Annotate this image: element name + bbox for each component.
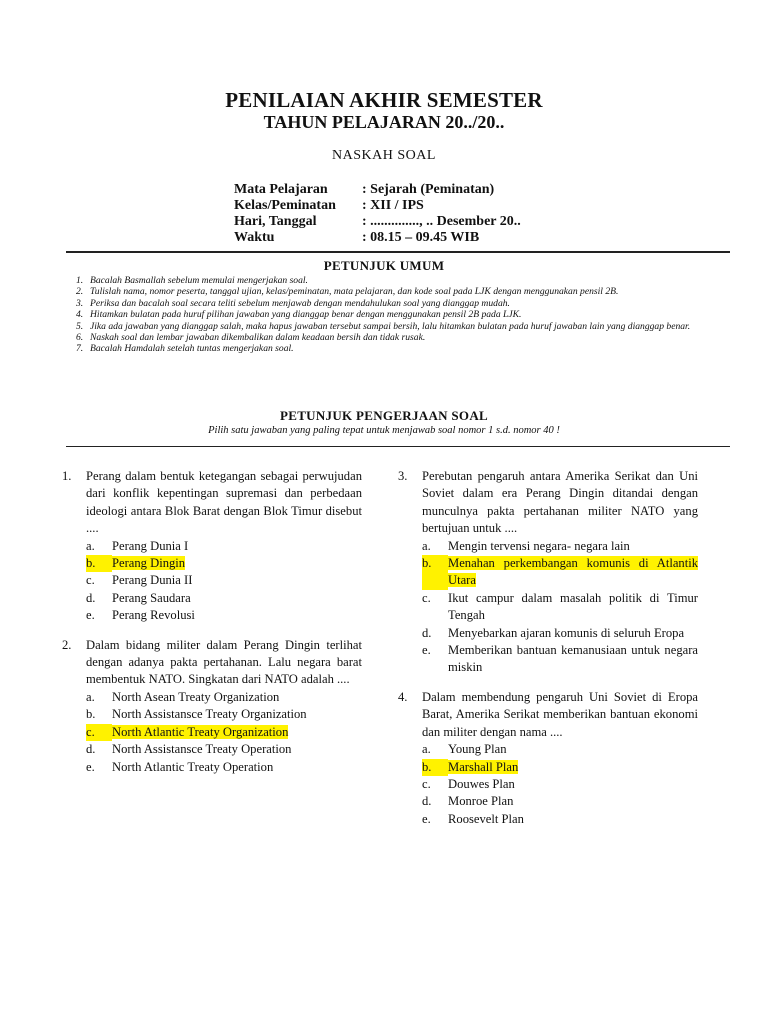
- option-label: North Asean Treaty Organization: [112, 689, 280, 704]
- option-label: Perang Dunia II: [112, 573, 193, 588]
- question-number: 1.: [62, 469, 72, 483]
- option-letter: e.: [422, 643, 431, 658]
- meta-key: Mata Pelajaran: [234, 182, 328, 197]
- option-letter: c.: [422, 590, 431, 605]
- option-text-highlighted: [112, 724, 362, 741]
- option-label: North Assistansce Treaty Organization: [112, 707, 307, 722]
- option-letter: b.: [86, 707, 96, 722]
- option-letter: a.: [86, 689, 95, 704]
- meta-row-class: [234, 198, 521, 214]
- meta-row-subject: [234, 182, 521, 198]
- instruction-text: Hitamkan bulatan pada huruf pilihan jawaban yang dianggap benar dengan menggunakan pensil 2B pada LJK.: [90, 309, 522, 321]
- option-letter: a.: [86, 538, 95, 553]
- option-text: [112, 538, 362, 555]
- meta-key: Waktu: [234, 230, 275, 245]
- petunjuk-pengerjaan-subtitle: Pilih satu jawaban yang paling tepat untuk menjawab soal nomor 1 s.d. nomor 40 !: [208, 425, 560, 436]
- answer-option: [422, 811, 698, 828]
- meta-key: Hari, Tanggal: [234, 214, 317, 229]
- option-label: Perang Dunia I: [112, 538, 189, 553]
- instruction-number: 2.: [76, 286, 84, 298]
- instruction-item: [76, 332, 716, 343]
- answer-option: [422, 776, 698, 793]
- answer-option: [86, 572, 362, 589]
- answer-option: [86, 689, 362, 706]
- answer-option: [422, 538, 698, 555]
- answer-option: [422, 741, 698, 758]
- answer-option: [422, 759, 698, 776]
- doc-type: NASKAH SOAL: [332, 148, 436, 163]
- option-text: [448, 538, 698, 555]
- instruction-item: [76, 286, 716, 297]
- option-letter: e.: [86, 759, 95, 774]
- questions-right-column: [398, 468, 698, 840]
- option-label: Perang Revolusi: [112, 608, 195, 623]
- option-text: [112, 572, 362, 589]
- option-text: [112, 590, 362, 607]
- question-stem: Perebutan pengaruh antara Amerika Serikat dan Uni Soviet dalam era Perang Dingin ditandai dengan munculnya pakta pertahanan militer NATO yang bertujuan untuk ....: [422, 469, 698, 536]
- petunjuk-umum-list: [76, 275, 716, 355]
- exam-meta: [234, 182, 521, 246]
- answer-option: [422, 590, 698, 625]
- answer-option: [86, 724, 362, 741]
- instruction-item: [76, 309, 716, 320]
- option-text: [112, 607, 362, 624]
- option-text-highlighted: [112, 555, 362, 572]
- option-text: [448, 811, 698, 828]
- answer-option: [86, 590, 362, 607]
- answer-option: [86, 538, 362, 555]
- question-item: [62, 637, 362, 776]
- option-letter: c.: [86, 573, 95, 588]
- option-label: Marshall Plan: [448, 759, 519, 774]
- question-stem: Perang dalam bentuk ketegangan sebagai perwujudan dari konflik kepentingan supremasi dan perbedaan ideologi antara Blok Barat dengan Blok Timur disebut ....: [86, 469, 362, 536]
- instruction-number: 1.: [76, 275, 84, 286]
- option-label: North Atlantic Treaty Operation: [112, 759, 274, 774]
- meta-value: : Sejarah (Peminatan): [362, 182, 495, 197]
- answer-option: [422, 555, 698, 590]
- instruction-item: [76, 275, 716, 286]
- question-body: [86, 637, 362, 776]
- option-label: Young Plan: [448, 742, 507, 757]
- instruction-text: Tulislah nama, nomor peserta, tanggal ujian, kelas/peminatan, mata pelajaran, dan kode soal pada LJK dengan menggunakan pensil 2B.: [90, 286, 619, 298]
- answer-option: [422, 793, 698, 810]
- option-label: Perang Dingin: [112, 556, 186, 571]
- option-text: [448, 642, 698, 677]
- option-label: Ikut campur dalam masalah politik di Timur Tengah: [448, 590, 698, 623]
- instruction-item: [76, 343, 716, 354]
- question-item: [398, 689, 698, 828]
- instruction-number: 3.: [76, 297, 84, 309]
- answer-option: [422, 625, 698, 642]
- option-letter: b.: [422, 555, 448, 590]
- instruction-text: Periksa dan bacalah soal secara teliti sebelum menjawab dengan mendahulukan soal yang dianggap mudah.: [90, 297, 510, 309]
- meta-value: : XII / IPS: [362, 198, 424, 213]
- instruction-number: 6.: [76, 332, 84, 344]
- answer-options: [86, 538, 362, 625]
- question-body: [422, 689, 698, 828]
- option-letter: c.: [86, 724, 112, 741]
- option-text: [448, 776, 698, 793]
- answer-options: [422, 538, 698, 677]
- option-letter: d.: [86, 590, 96, 605]
- option-label: Douwes Plan: [448, 776, 515, 791]
- option-label: Menyebarkan ajaran komunis di seluruh Eropa: [448, 625, 685, 640]
- petunjuk-pengerjaan-title: PETUNJUK PENGERJAAN SOAL: [280, 408, 488, 423]
- instruction-number: 4.: [76, 309, 84, 321]
- question-number: 2.: [62, 637, 72, 652]
- option-label: Perang Saudara: [112, 590, 191, 605]
- option-text: [112, 759, 362, 776]
- answer-option: [86, 706, 362, 723]
- question-number: 4.: [398, 689, 408, 704]
- option-text: [112, 741, 362, 758]
- meta-row-time: [234, 230, 521, 246]
- answer-option: [86, 741, 362, 758]
- exam-title: PENILAIAN AKHIR SEMESTER: [225, 88, 543, 112]
- meta-row-date: [234, 214, 521, 230]
- option-letter: b.: [86, 555, 112, 572]
- option-text: [448, 741, 698, 758]
- academic-year: TAHUN PELAJARAN 20../20..: [263, 112, 505, 132]
- instruction-text: Jika ada jawaban yang dianggap salah, maka hapus jawaban tersebut sampai bersih, lalu hitamkan bulatan pada huruf jawaban lain yang dianggap benar.: [90, 320, 691, 332]
- option-text: [112, 689, 362, 706]
- option-text: [112, 706, 362, 723]
- option-letter: e.: [86, 608, 95, 623]
- option-letter: d.: [422, 625, 432, 640]
- answer-option: [86, 607, 362, 624]
- instruction-text: Naskah soal dan lembar jawaban dikembalikan dalam keadaan bersih dan tidak rusak.: [90, 332, 426, 344]
- option-label: Menahan perkembangan komunis di Atlantik Utara: [448, 556, 698, 588]
- option-label: North Assistansce Treaty Operation: [112, 742, 292, 757]
- petunjuk-umum-title: PETUNJUK UMUM: [323, 258, 445, 273]
- answer-option: [422, 642, 698, 677]
- instruction-number: 7.: [76, 343, 84, 355]
- option-letter: c.: [422, 776, 431, 791]
- question-body: [422, 468, 698, 677]
- answer-options: [86, 689, 362, 776]
- answer-options: [422, 741, 698, 828]
- option-text: [448, 625, 698, 642]
- option-label: North Atlantic Treaty Organization: [112, 724, 289, 739]
- option-letter: d.: [86, 742, 96, 757]
- instruction-text: Bacalah Hamdalah setelah tuntas mengerjakan soal.: [90, 343, 294, 355]
- option-label: Mengin tervensi negara- negara lain: [448, 538, 630, 553]
- option-text: [448, 590, 698, 625]
- question-body: [86, 468, 362, 625]
- meta-value: : 08.15 – 09.45 WIB: [362, 230, 480, 245]
- instruction-number: 5.: [76, 320, 84, 332]
- option-letter: b.: [422, 759, 448, 776]
- question-number: 3.: [398, 469, 408, 483]
- instruction-item: [76, 298, 716, 309]
- option-label: Memberikan bantuan kemanusiaan untuk negara miskin: [448, 643, 698, 675]
- question-item: [398, 468, 698, 677]
- question-item: [62, 468, 362, 625]
- answer-option: [86, 759, 362, 776]
- option-letter: e.: [422, 811, 431, 826]
- question-stem: Dalam membendung pengaruh Uni Soviet di Eropa Barat, Amerika Serikat memberikan bantuan ekonomi dan militer dengan nama ....: [422, 689, 698, 739]
- option-letter: a.: [422, 538, 431, 553]
- divider-top: [66, 251, 730, 253]
- meta-key: Kelas/Peminatan: [234, 198, 336, 213]
- option-text-highlighted: [448, 759, 698, 776]
- option-text-highlighted: [448, 555, 698, 590]
- option-letter: a.: [422, 742, 431, 757]
- instruction-text: Bacalah Basmallah sebelum memulai mengerjakan soal.: [90, 275, 308, 286]
- option-label: Monroe Plan: [448, 794, 514, 809]
- answer-option: [86, 555, 362, 572]
- option-letter: d.: [422, 794, 432, 809]
- meta-value: : .............., .. Desember 20..: [362, 214, 521, 229]
- option-text: [448, 793, 698, 810]
- divider-questions: [66, 446, 730, 447]
- option-label: Roosevelt Plan: [448, 811, 524, 826]
- question-stem: Dalam bidang militer dalam Perang Dingin terlihat dengan adanya pakta pertahanan. Lalu negara barat membentuk NATO. Singkatan dari NATO adalah ....: [86, 637, 362, 687]
- instruction-item: [76, 321, 716, 332]
- questions-left-column: [62, 468, 362, 788]
